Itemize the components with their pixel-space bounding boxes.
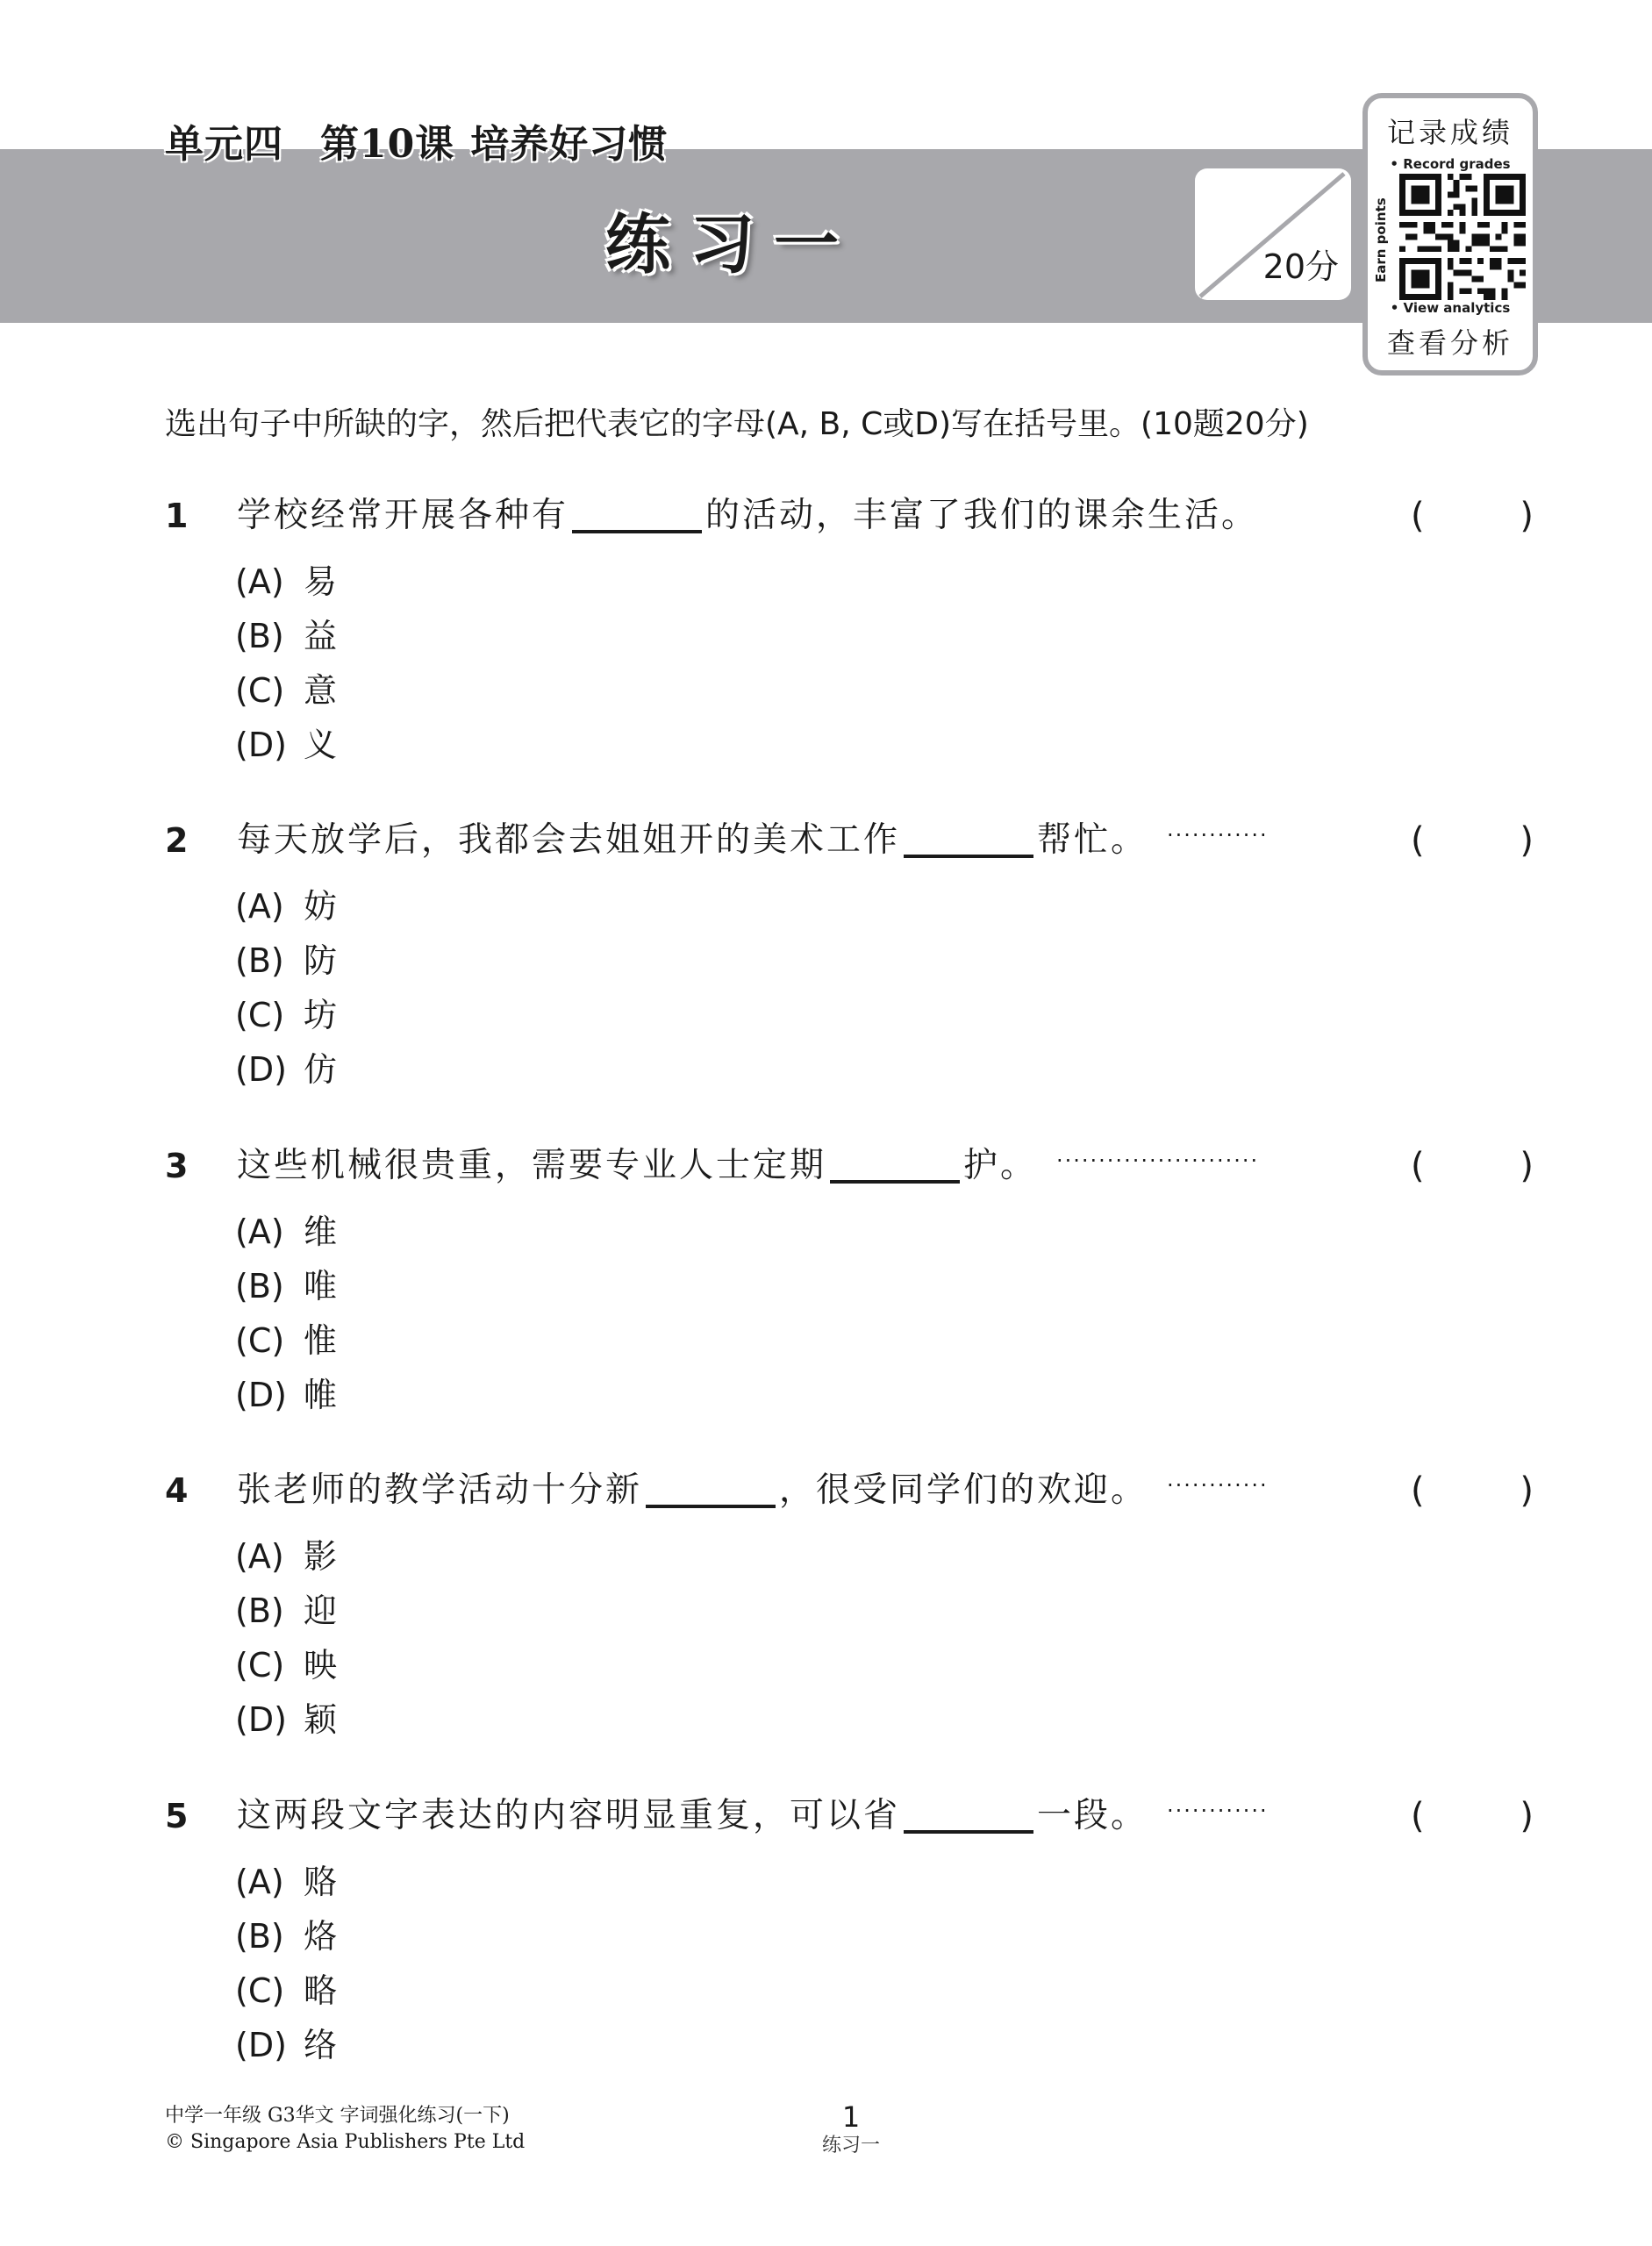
option-b[interactable]: (B) 防 <box>235 941 338 980</box>
question-4 <box>165 1464 1551 1739</box>
lesson-number: 第10课 <box>320 122 455 167</box>
option-list <box>235 879 337 1097</box>
option-c[interactable]: (C) 意 <box>235 671 338 710</box>
answer-blank <box>572 490 702 533</box>
page-title: 练习一 <box>605 207 858 283</box>
question-number: 3 <box>165 1147 189 1185</box>
question-number: 1 <box>165 497 189 535</box>
option-a[interactable]: (A) 维 <box>235 1212 338 1251</box>
question-text: 每天放学后，我都会去姐姐开的美术工作 帮忙。 ············ <box>237 814 1269 867</box>
option-d[interactable]: (D) 帷 <box>235 1376 338 1414</box>
option-d[interactable]: (D) 络 <box>235 2026 338 2064</box>
qr-code-icon[interactable] <box>1399 174 1526 300</box>
dot-leader: ············ <box>1167 1799 1269 1823</box>
page-footer <box>790 2101 912 2159</box>
option-c[interactable]: (C) 坊 <box>235 996 338 1034</box>
option-a[interactable]: (A) 赂 <box>235 1863 338 1901</box>
option-a[interactable]: (A) 妨 <box>235 887 338 926</box>
option-list <box>235 1529 337 1747</box>
page-label: 练习一 <box>821 2135 880 2157</box>
score-box <box>1195 168 1351 300</box>
option-c[interactable]: (C) 映 <box>235 1646 338 1684</box>
question-text: 张老师的教学活动十分新 ，很受同学们的欢迎。 ············ <box>237 1464 1269 1517</box>
question-text: 这些机械很贵重，需要专业人士定期 护。 ························ <box>237 1140 1259 1192</box>
answer-blank <box>904 814 1033 858</box>
copyright: © Singapore Asia Publishers Pte Ltd <box>165 2131 526 2153</box>
question-number: 2 <box>165 821 189 860</box>
option-b[interactable]: (B) 迎 <box>235 1592 338 1630</box>
option-b[interactable]: (B) 烙 <box>235 1917 338 1956</box>
question-5 <box>165 1790 1551 2064</box>
answer-box[interactable]: ( ) <box>1411 1470 1534 1511</box>
page-number: 1 <box>841 2100 861 2134</box>
answer-box[interactable]: ( ) <box>1411 820 1534 861</box>
answer-box[interactable]: ( ) <box>1411 496 1534 536</box>
option-d[interactable]: (D) 颖 <box>235 1700 338 1739</box>
unit-label: 单元四 <box>165 122 283 167</box>
answer-blank <box>830 1140 960 1184</box>
question-text: 这两段文字表达的内容明显重复，可以省 一段。 ············ <box>237 1790 1269 1842</box>
question-text: 学校经常开展各种有 的活动，丰富了我们的课余生活。 <box>237 490 1258 542</box>
option-d[interactable]: (D) 仿 <box>235 1050 338 1089</box>
book-title: 中学一年级 G3华文 字词强化练习(一下) <box>165 2105 510 2127</box>
qr-earn-points: Earn points <box>1373 197 1389 283</box>
footer-info <box>165 2103 525 2156</box>
option-list <box>235 1855 337 2072</box>
option-b[interactable]: (B) 唯 <box>235 1267 338 1305</box>
option-a[interactable]: (A) 易 <box>235 562 338 601</box>
answer-blank <box>646 1464 776 1508</box>
dot-leader: ············ <box>1167 1473 1269 1498</box>
question-3 <box>165 1140 1551 1414</box>
qr-record-grades: • Record grades <box>1390 156 1511 172</box>
option-list <box>235 554 337 772</box>
qr-bottom-label: 查看分析 <box>1386 326 1513 360</box>
question-1 <box>165 490 1551 764</box>
answer-blank <box>904 1790 1033 1834</box>
qr-card[interactable] <box>1362 93 1538 376</box>
qr-top-label: 记录成绩 <box>1386 116 1513 149</box>
total-score: 20分 <box>1262 247 1339 286</box>
option-c[interactable]: (C) 惟 <box>235 1321 338 1360</box>
option-c[interactable]: (C) 略 <box>235 1971 338 2010</box>
option-list <box>235 1205 337 1422</box>
answer-box[interactable]: ( ) <box>1411 1796 1534 1836</box>
dot-leader: ············ <box>1167 823 1269 848</box>
answer-box[interactable]: ( ) <box>1411 1146 1534 1186</box>
question-number: 5 <box>165 1797 189 1835</box>
option-b[interactable]: (B) 益 <box>235 617 338 655</box>
option-a[interactable]: (A) 影 <box>235 1537 338 1576</box>
breadcrumb <box>165 112 704 168</box>
question-number: 4 <box>165 1471 189 1510</box>
qr-view-analytics: • View analytics <box>1390 300 1511 316</box>
question-2 <box>165 814 1551 1089</box>
instructions: 选出句子中所缺的字，然后把代表它的字母(A, B, C或D)写在括号里。(10题20分) <box>165 406 1309 442</box>
option-d[interactable]: (D) 义 <box>235 726 338 764</box>
dot-leader: ························ <box>1056 1148 1260 1173</box>
lesson-title: 培养好习惯 <box>470 122 669 167</box>
